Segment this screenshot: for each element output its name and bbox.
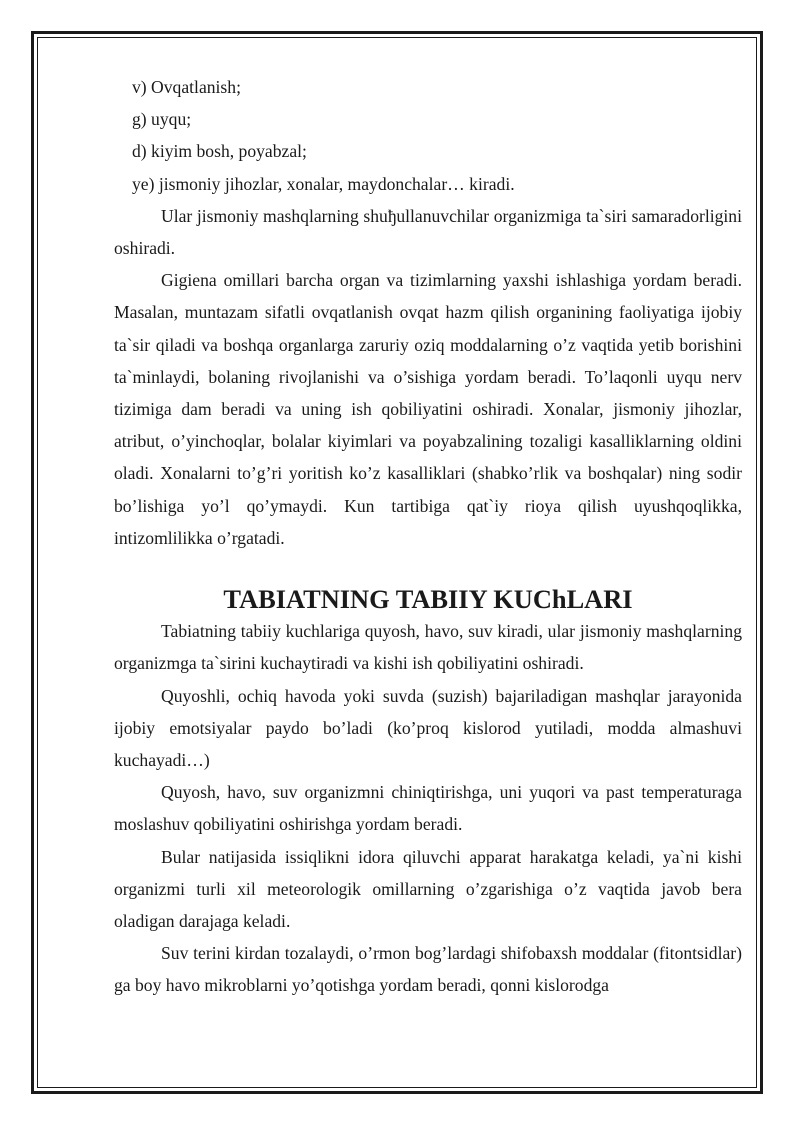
list-item-ye: ye) jismoniy jihozlar, xonalar, maydonchalar… kiradi. (132, 173, 515, 194)
paragraph: Tabiatning tabiiy kuchlariga quyosh, havo, suv kiradi, ular jismoniy mashqlarning organizmga ta`sirini kuchaytiradi va kishi ish qobiliyatini oshiradi. (114, 621, 742, 674)
paragraph: Quyoshli, ochiq havoda yoki suvda (suzish) bajariladigan mashqlar jarayonida ijobiy emotsiyalar paydo bo’ladi (ko’proq kislorod yutiladi, modda almashuvi kuchayadi…) (114, 685, 742, 771)
section-heading: TABIATNING TABIIY KUChLARI (223, 584, 633, 615)
document-body (114, 71, 742, 1002)
paragraph: Gigiena omillari barcha organ va tizimlarning yaxshi ishlashiga yordam beradi. Masalan, muntazam sifatli ovqatlanish ovqat hazm qilish organining faoliyatiga ijobiy ta`sir qiladi va boshqa organlarga zaruriy oziq moddalarning o’z vaqtida yetib borishini ta`minlaydi, bolaning rivojlanishi va o’sishiga yordam beradi. To’laqonli uyqu nerv tizimiga dam beradi va uning ish qobiliyatini oshiradi. Xonalar, jismoniy jihozlar, atribut, o’yinchoqlar, bolalar kiyimlari va poyabzalining tozaligi kasalliklarning oldini oladi. Xonalarni to’g’ri yoritish ko’z kasalliklari (shabko’rlik va boshqalar) ning sodir bo’lishiga yo’l qo’ymaydi. Kun tartibiga qat`iy rioya qilish uyushqoqlikka, intizomlilikka o’rgatadi. (114, 270, 742, 548)
paragraph: Quyosh, havo, suv organizmni chiniqtirishga, uni yuqori va past temperaturaga moslashuv qobiliyatini oshirishga yordam beradi. (114, 782, 742, 835)
list-item-g: g) uyqu; (132, 109, 192, 130)
list-item-d: d) kiyim bosh, poyabzal; (132, 141, 307, 162)
paragraph: Bular natijasida issiqlikni idora qiluvchi apparat harakatga keladi, ya`ni kishi organizmi turli xil meteorologik omillarning o’zgarishiga o’z vaqtida javob bera oladigan darajaga keladi. (114, 846, 742, 932)
paragraph: Ular jismoniy mashqlarning shuђullanuvchilar organizmiga ta`siri samaradorligini oshiradi. (114, 205, 742, 259)
paragraph: Suv terini kirdan tozalaydi, o’rmon bog’lardagi shifobaxsh moddalar (fitontsidlar) ga boy havo mikroblarni yo’qotishga yordam beradi, qonni kislorodga (114, 943, 742, 996)
list-item-v: v) Ovqatlanish; (132, 77, 241, 97)
